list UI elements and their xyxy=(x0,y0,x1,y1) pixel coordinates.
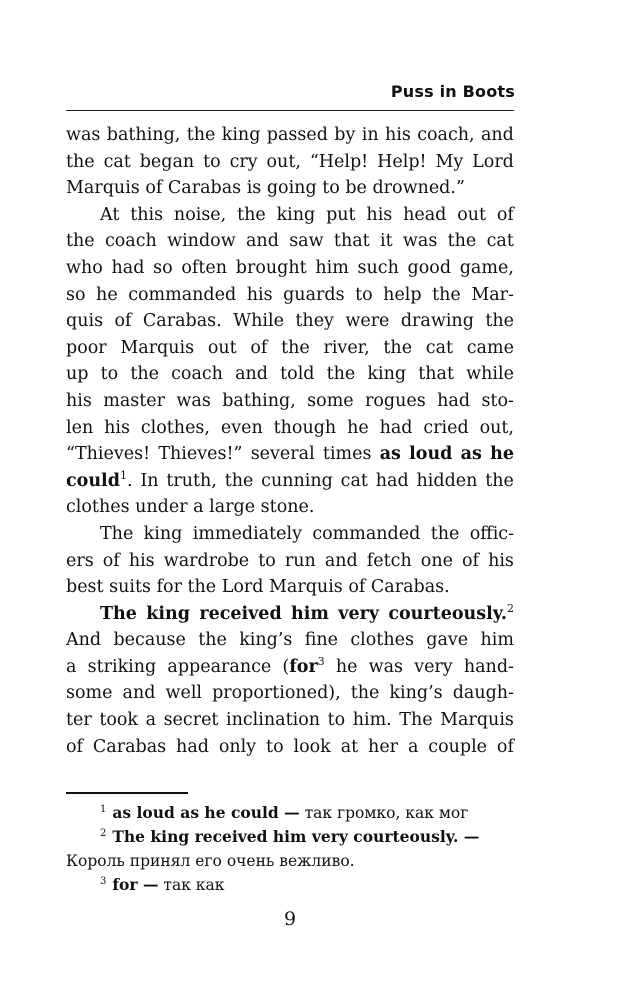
text-line xyxy=(66,654,514,681)
word: even xyxy=(220,417,263,438)
word: only xyxy=(218,736,257,757)
word: len xyxy=(66,417,94,438)
word: drawing xyxy=(400,311,474,332)
word: Help! xyxy=(377,151,427,172)
word: ers xyxy=(66,550,94,571)
text-line xyxy=(66,548,514,575)
text-line xyxy=(66,149,514,176)
word: hidden xyxy=(416,470,478,491)
word: sto- xyxy=(481,390,514,411)
word: The xyxy=(100,523,134,544)
word: brought xyxy=(235,257,307,278)
word: the xyxy=(485,470,514,491)
word: out, xyxy=(479,417,514,438)
word: the xyxy=(383,337,413,358)
word: king xyxy=(221,125,261,145)
word: of xyxy=(496,204,514,225)
word: gave xyxy=(426,630,469,651)
word: had xyxy=(176,736,209,757)
footnote-marker: 2 xyxy=(507,601,514,615)
text-line xyxy=(66,308,514,335)
word: poor xyxy=(66,337,107,358)
word: who xyxy=(66,257,103,278)
word: his xyxy=(488,550,514,571)
word: inclination xyxy=(226,710,321,731)
word: At xyxy=(100,204,120,225)
word: he xyxy=(347,417,369,438)
text-line xyxy=(66,627,514,654)
word: king’s xyxy=(239,630,293,651)
word: by xyxy=(334,125,356,145)
word: bathing, xyxy=(222,390,296,411)
word: his xyxy=(366,204,393,225)
word: that xyxy=(418,364,455,385)
word: The xyxy=(100,603,137,624)
word: The xyxy=(399,710,433,731)
text-line xyxy=(66,255,514,282)
word: was xyxy=(66,125,101,145)
word: Lord xyxy=(472,151,514,172)
word: rogues xyxy=(365,390,426,411)
word: had xyxy=(111,257,145,278)
word: the xyxy=(432,284,461,305)
word: one xyxy=(420,550,453,571)
word: times xyxy=(322,444,372,465)
word: truth, xyxy=(166,470,217,491)
word: My xyxy=(435,151,464,172)
word: noise, xyxy=(173,204,227,225)
word: while xyxy=(466,364,514,385)
word: out xyxy=(457,204,487,225)
footnote-3: $^3$ for — так как xyxy=(100,875,225,894)
word: had xyxy=(375,470,409,491)
word: daugh- xyxy=(452,683,514,704)
word: this xyxy=(130,204,164,225)
word: received xyxy=(199,603,282,624)
word: that xyxy=(333,231,370,252)
running-title: Puss in Boots xyxy=(390,82,515,101)
word: could$^1$. xyxy=(66,468,133,491)
word: began xyxy=(139,151,195,172)
text-line xyxy=(66,601,514,628)
word: took xyxy=(99,710,139,731)
header-rule xyxy=(66,110,514,111)
word: the xyxy=(130,364,159,385)
word: bathing, xyxy=(106,125,181,145)
word: and xyxy=(324,550,358,571)
word: as xyxy=(460,444,482,465)
word: in xyxy=(361,125,379,145)
word: his xyxy=(246,284,273,305)
word: at xyxy=(340,736,359,757)
text-line xyxy=(66,361,514,388)
word: of xyxy=(102,550,120,571)
text-line xyxy=(66,468,514,495)
text-line xyxy=(66,202,514,229)
word: Carabas. xyxy=(142,311,222,332)
word: passed xyxy=(266,125,328,145)
word: head xyxy=(403,204,447,225)
word: put xyxy=(326,204,356,225)
word: the xyxy=(281,337,310,358)
word: was xyxy=(368,656,404,677)
footnote-2: $^2$ The king received him very courteously. — xyxy=(100,827,480,846)
word: Mar- xyxy=(471,284,514,305)
text-line xyxy=(66,175,514,202)
word: they xyxy=(295,311,334,332)
word: him xyxy=(291,603,329,624)
word: had xyxy=(379,417,413,438)
footnotes xyxy=(66,801,514,897)
text-line xyxy=(66,441,514,468)
word: his xyxy=(384,125,411,145)
word: best suits for the Lord Marquis of Carabas. xyxy=(66,577,450,598)
footnote-rule xyxy=(66,792,188,794)
word: appearance xyxy=(167,656,272,677)
text-line xyxy=(66,122,514,149)
word: of xyxy=(462,550,480,571)
word: to xyxy=(355,284,373,305)
footnote-gloss: так громко, как мог xyxy=(299,804,469,822)
word: though xyxy=(273,417,337,438)
word: a xyxy=(66,656,77,677)
word: ter xyxy=(66,710,92,731)
word: had xyxy=(437,390,471,411)
footnote-1: $^1$ as loud as he could — так громко, как мог xyxy=(100,803,469,822)
word: him. xyxy=(352,710,392,731)
footnote-term: The king received him very courteously. — xyxy=(112,827,480,846)
word: courteously.$^2$ xyxy=(388,601,514,624)
word: came xyxy=(466,337,514,358)
word: and xyxy=(245,231,279,252)
word: and xyxy=(122,683,156,704)
footnote-marker: 1 xyxy=(119,468,127,482)
word: king xyxy=(146,603,190,624)
word: out, xyxy=(266,151,301,172)
word: cat xyxy=(486,231,514,252)
word: In xyxy=(140,470,159,491)
word: some xyxy=(66,683,113,704)
word: coach, xyxy=(417,125,475,145)
word: offic- xyxy=(469,523,514,544)
word: because xyxy=(113,630,186,651)
text-line xyxy=(66,388,514,415)
word: of xyxy=(496,736,514,757)
word: the xyxy=(66,231,95,252)
word: immediately xyxy=(192,523,302,544)
word: cried xyxy=(423,417,469,438)
text-line xyxy=(66,574,514,601)
word: it xyxy=(379,231,393,252)
word: master xyxy=(103,390,166,411)
word: were xyxy=(345,311,390,332)
text-line xyxy=(66,707,514,734)
word: king xyxy=(367,364,407,385)
word: and xyxy=(235,364,268,385)
word: the xyxy=(350,683,380,704)
word: cat xyxy=(103,151,131,172)
footnote-term: as loud as he could — xyxy=(112,803,300,822)
word: loud xyxy=(409,444,453,465)
word: quis xyxy=(66,311,104,332)
word: a xyxy=(145,710,157,731)
word: several xyxy=(250,444,315,465)
word: clothes, xyxy=(140,417,210,438)
word: the xyxy=(186,125,216,145)
text-line xyxy=(66,521,514,548)
word: was xyxy=(176,390,211,411)
word: very xyxy=(414,656,453,677)
word: the xyxy=(430,523,460,544)
word: him xyxy=(315,257,349,278)
word: he xyxy=(335,656,358,677)
word: of xyxy=(66,736,84,757)
word: Marquis of Carabas is going to be drowned.” xyxy=(66,178,465,199)
word: “Help! xyxy=(309,151,369,172)
word: cat xyxy=(340,470,368,491)
word: he xyxy=(490,444,514,465)
footnote-gloss: так как xyxy=(158,876,225,894)
body-text xyxy=(66,122,514,760)
footnote-marker: 3 xyxy=(317,654,325,668)
word: often xyxy=(181,257,228,278)
word: he xyxy=(96,284,118,305)
word: cat xyxy=(425,337,454,358)
word: the xyxy=(198,630,227,651)
word: look xyxy=(293,736,331,757)
text-line xyxy=(66,228,514,255)
text-line xyxy=(66,734,514,761)
word: the xyxy=(447,231,477,252)
word: so xyxy=(66,284,86,305)
word: to xyxy=(258,550,276,571)
word: her xyxy=(368,736,399,757)
word: commanded xyxy=(128,284,237,305)
word: wardrobe xyxy=(163,550,250,571)
word: striking xyxy=(87,656,157,677)
word: game, xyxy=(459,257,514,278)
word: And xyxy=(66,630,102,651)
word: to xyxy=(100,364,119,385)
word: the xyxy=(237,204,266,225)
text-line xyxy=(66,680,514,707)
word: cry xyxy=(229,151,258,172)
word: the xyxy=(485,311,514,332)
word: to xyxy=(266,736,284,757)
word: to xyxy=(327,710,346,731)
word: told xyxy=(280,364,315,385)
word: king xyxy=(276,204,316,225)
word: his xyxy=(66,390,92,411)
word: help xyxy=(383,284,422,305)
word: Marquis xyxy=(120,337,195,358)
page-number: 9 xyxy=(283,908,297,930)
word: as xyxy=(379,444,401,465)
word: clothes xyxy=(350,630,414,651)
word: fine xyxy=(304,630,339,651)
text-line xyxy=(66,282,514,309)
word: coach xyxy=(171,364,223,385)
word: him xyxy=(480,630,514,651)
word: Carabas xyxy=(92,736,167,757)
word: fetch xyxy=(366,550,412,571)
word: some xyxy=(307,390,354,411)
word: “Thieves! xyxy=(66,444,151,465)
word: such xyxy=(357,257,399,278)
word: of xyxy=(114,311,132,332)
word: a xyxy=(407,736,419,757)
word: well xyxy=(165,683,203,704)
word: saw xyxy=(289,231,324,252)
word: of xyxy=(250,337,268,358)
word: the xyxy=(326,364,356,385)
word: Thieves!” xyxy=(158,444,243,465)
footnote-gloss: Король принял его очень вежливо. xyxy=(66,852,355,870)
word: his xyxy=(128,550,155,571)
text-line xyxy=(66,415,514,442)
word: good xyxy=(407,257,452,278)
word: (for$^3$ xyxy=(282,654,325,677)
word: out xyxy=(207,337,237,358)
word: While xyxy=(233,311,284,332)
word: clothes under a large stone. xyxy=(66,497,315,518)
word: was xyxy=(402,231,438,252)
word: couple xyxy=(428,736,488,757)
word: Marquis xyxy=(440,710,514,731)
text-line xyxy=(66,494,514,521)
footnote-term: for — xyxy=(112,875,159,894)
word: the xyxy=(224,470,254,491)
word: coach xyxy=(104,231,157,252)
word: the xyxy=(66,151,95,172)
word: proportioned), xyxy=(212,683,341,704)
word: guards xyxy=(283,284,345,305)
word: run xyxy=(284,550,316,571)
text-line xyxy=(66,335,514,362)
word: hand- xyxy=(463,656,514,677)
word: king xyxy=(143,523,183,544)
word: cunning xyxy=(261,470,333,491)
word: to xyxy=(203,151,221,172)
word: river, xyxy=(323,337,370,358)
word: his xyxy=(104,417,130,438)
word: secret xyxy=(163,710,219,731)
word: king’s xyxy=(389,683,443,704)
word: commanded xyxy=(312,523,421,544)
word: window xyxy=(167,231,236,252)
word: and xyxy=(480,125,514,145)
word: very xyxy=(338,603,379,624)
word: so xyxy=(153,257,173,278)
word: up xyxy=(66,364,89,385)
